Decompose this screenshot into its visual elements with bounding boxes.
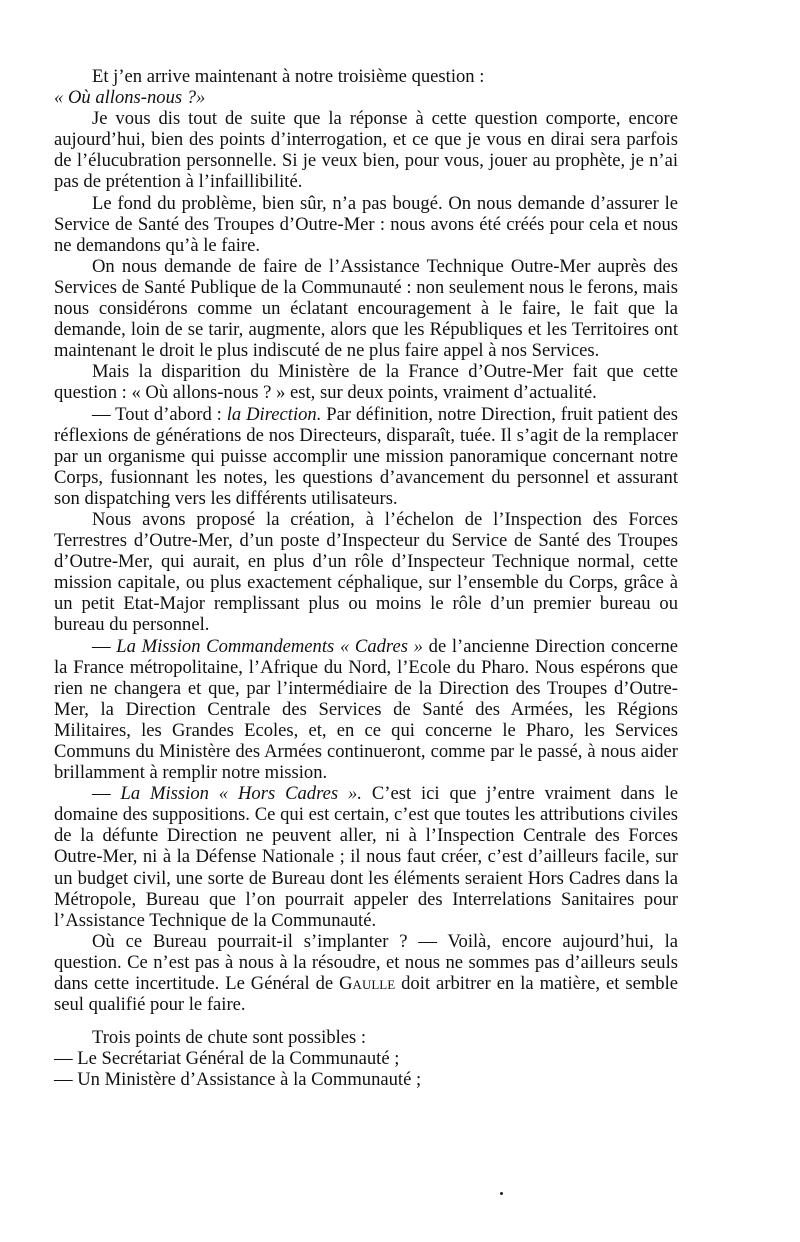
list-item: — Un Ministère d’Assistance à la Communauté ; bbox=[54, 1069, 422, 1091]
paragraph: Le fond du problème, bien sûr, n’a pas bougé. On nous demande d’assurer le Service de Santé des Troupes d’Outre-Mer : nous avons été créés pour cela et nous ne demandons qu’à le faire. bbox=[54, 192, 678, 256]
paragraph: Nous avons proposé la création, à l’échelon de l’Inspection des Forces Terrestres d’Outre-Mer, d’un poste d’Inspecteur du Service de Santé des Troupes d’Outre-Mer, qui aurait, en plus d’un rôle d’Inspecteur Technique normal, cette mission capitale, ou plus exactement céphalique, sur l’ensemble du Corps, grâce à un petit Etat-Major remplissant plus ou moins le rôle d’un premier bureau ou bureau du personnel. bbox=[54, 508, 678, 636]
paragraph-mission-cadres: — La Mission Commandements « Cadres » de l’ancienne Direction concerne la France métropolitaine, l’Afrique du Nord, l’Ecole du Pharo. Nous espérons que rien ne changera et que, par l’intermédiaire de la Direction des Troupes d’Outre-Mer, la Direction Centrale des Services de Santé des Armées, les Régions Militaires, les Grandes Ecoles, et, en ce qui concerne le Pharo, les Services Communs du Ministère des Armées continueront, comme par le passé, à nous aider brillamment à remplir notre mission. bbox=[54, 635, 678, 784]
paragraph-options-intro: Trois points de chute sont possibles : bbox=[92, 1027, 367, 1049]
paragraph: Où ce Bureau pourrait-il s’implanter ? — Voilà, encore aujourd’hui, la question. Ce n’est pas à nous à la résoudre, et nous ne sommes pas d’ailleurs seuls dans cette incertitude. Le Général de Gaulle doit arbitrer en la matière, et semble seul qualifié pour le faire. bbox=[54, 930, 678, 1016]
list-item: — Le Secrétariat Général de la Communauté ; bbox=[54, 1048, 400, 1070]
paragraph: Je vous dis tout de suite que la réponse à cette question comporte, encore aujourd’hui, bien des points d’interrogation, et ce que je vous en dirai sera parfois de l’élucubration personnelle. Si je veux bien, pour vous, jouer au prophète, je n’ai pas de prétention à l’infaillibilité. bbox=[54, 108, 678, 193]
body-text bbox=[54, 66, 678, 1091]
page-mark bbox=[500, 1192, 503, 1195]
paragraph-direction: — Tout d’abord : la Direction. Par définition, notre Direction, fruit patient des réflexions de générations de nos Directeurs, disparaît, tuée. Il s’agit de la remplacer par un organisme qui puisse accomplir une mission panoramique concernant notre Corps, fusionnant les notes, les questions d’avancement du personnel et assurant son dispatching vers les différents utilisateurs. bbox=[54, 403, 678, 509]
paragraph-intro: Et j’en arrive maintenant à notre troisième question : bbox=[92, 66, 485, 87]
paragraph-mission-hors-cadres: — La Mission « Hors Cadres ». C’est ici que j’entre vraiment dans le domaine des suppositions. Ce qui est certain, c’est que toutes les attributions civiles de la défunte Direction ne peuvent aller, ni à l’Inspection Centrale des Forces Outre-Mer, ni à la Défense Nationale ; il nous faut créer, c’est d’ailleurs facile, sur un budget civil, une sorte de Bureau dont les éléments seraient Hors Cadres dans la Métropole, Bureau que l’on pourrait appeler des Interrelations Sanitaires pour l’Assistance Technique de la Communauté. bbox=[54, 783, 679, 931]
section-question: « Où allons-nous ?» bbox=[54, 87, 206, 109]
paragraph: Mais la disparition du Ministère de la France d’Outre-Mer fait que cette question : « Où allons-nous ? » est, sur deux points, vraiment d’actualité. bbox=[54, 361, 678, 404]
paragraph: On nous demande de faire de l’Assistance Technique Outre-Mer auprès des Services de Santé Publique de la Communauté : non seulement nous le ferons, mais nous considérons comme un éclatant encouragement à le faire, le fait que la demande, loin de se tarir, augmente, alors que les Républiques et les Territoires ont maintenant le droit le plus indiscuté de ne plus faire appel à nos Services. bbox=[54, 255, 678, 362]
